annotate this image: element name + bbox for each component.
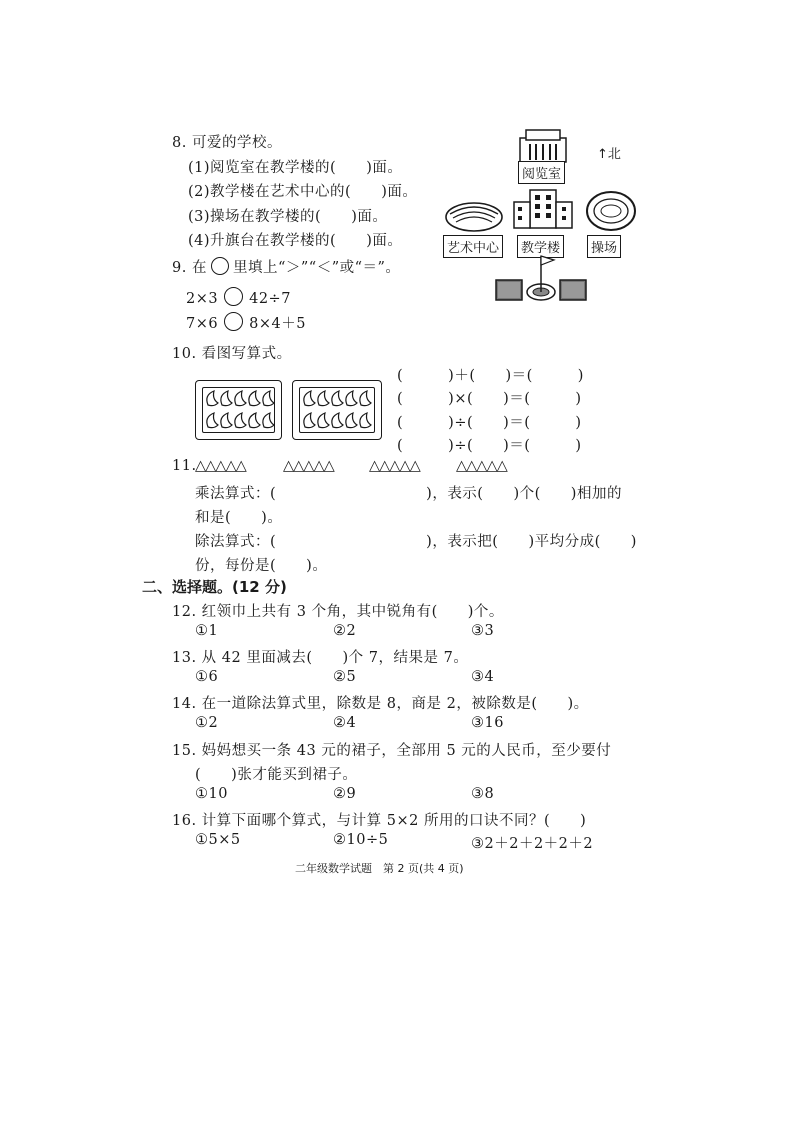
q8-item-3: (3)操场在教学楼的( )面。 [188, 209, 388, 225]
triangle-group-4: △△△△△ [456, 458, 507, 474]
q10-formula-3: ( )÷( )＝( ) [397, 415, 582, 431]
q8-title: 8. 可爱的学校。 [172, 135, 282, 151]
north-indicator: ↑北 [597, 147, 621, 162]
flag-platform-icon [494, 252, 590, 304]
q15-option-1[interactable]: ①10 [195, 786, 228, 802]
pepper-plate-2 [292, 380, 382, 440]
q14-option-1[interactable]: ①2 [195, 715, 219, 731]
answer-circle-2[interactable] [224, 312, 243, 331]
q10-formula-1: ( )＋( )＝( ) [397, 368, 584, 384]
pepper-icon-group [299, 387, 375, 433]
q8-item-2: (2)教学楼在艺术中心的( )面。 [188, 184, 418, 200]
q13-option-3[interactable]: ③4 [471, 669, 495, 685]
blank-circle-icon [211, 257, 229, 275]
q9-row-1-left: 2×3 [186, 291, 219, 307]
q16-option-2[interactable]: ②10÷5 [333, 832, 389, 848]
playground-icon [584, 188, 638, 234]
q12-option-2[interactable]: ②2 [333, 623, 357, 639]
art-center-icon [444, 200, 504, 234]
q13-text: 13. 从 42 里面减去( )个 7，结果是 7。 [172, 650, 469, 666]
q11-line-2: 和是( )。 [195, 510, 283, 526]
q8-item-1: (1)阅览室在教学楼的( )面。 [188, 160, 403, 176]
answer-circle-1[interactable] [224, 287, 243, 306]
teaching-building-icon [510, 188, 576, 230]
q14-option-3[interactable]: ③16 [471, 715, 504, 731]
q10-formula-2: ( )×( )＝( ) [397, 391, 582, 407]
q16-option-1[interactable]: ①5×5 [195, 832, 241, 848]
pepper-plate-1 [195, 380, 282, 440]
q11-line-3: 除法算式：( )，表示把( )平均分成( ) [195, 534, 637, 550]
teaching-building-label: 教学楼 [517, 235, 564, 258]
section-2-title: 二、选择题。(12 分) [142, 578, 287, 596]
q9-row-1 [186, 287, 291, 307]
triangle-group-2: △△△△△ [283, 458, 334, 474]
q13-option-1[interactable]: ①6 [195, 669, 219, 685]
q9-row-2-left: 7×6 [186, 316, 219, 332]
q9-row-2-right: 8×4＋5 [249, 316, 306, 332]
q15-option-3[interactable]: ③8 [471, 786, 495, 802]
pepper-icon-group [202, 387, 275, 433]
art-center-label: 艺术中心 [443, 235, 503, 258]
q12-option-3[interactable]: ③3 [471, 623, 495, 639]
q9-title-prefix: 9. 在 [172, 260, 207, 276]
q14-text: 14. 在一道除法算式里，除数是 8，商是 2，被除数是( )。 [172, 696, 589, 712]
q15-option-2[interactable]: ②9 [333, 786, 357, 802]
school-map [440, 124, 640, 309]
q12-text: 12. 红领巾上共有 3 个角，其中锐角有( )个。 [172, 604, 504, 620]
q13-option-2[interactable]: ②5 [333, 669, 357, 685]
playground-label: 操场 [587, 235, 621, 258]
q9-title-rest: 里填上“＞”“＜”或“＝”。 [232, 260, 401, 276]
q9-row-1-right: 42÷7 [249, 291, 291, 307]
triangle-group-1: △△△△△ [195, 458, 246, 474]
q10-title: 10. 看图写算式。 [172, 346, 292, 362]
q15-text: 15. 妈妈想买一条 43 元的裙子，全部用 5 元的人民币，至少要付 [172, 743, 612, 759]
q11-title: 11. [172, 458, 197, 474]
q9-row-2 [186, 312, 306, 333]
reading-room-icon [518, 128, 568, 164]
q12-option-1[interactable]: ①1 [195, 623, 219, 639]
q10-formula-4: ( )÷( )＝( ) [397, 438, 582, 454]
q16-option-3[interactable]: ③2＋2＋2＋2＋2 [471, 836, 594, 852]
q9-title [172, 256, 400, 277]
triangle-group-3: △△△△△ [369, 458, 420, 474]
q11-line-4: 份，每份是( )。 [195, 558, 328, 574]
q11-line-1: 乘法算式：( )，表示( )个( )相加的 [195, 486, 622, 502]
q15-text-cont: ( )张才能买到裙子。 [195, 767, 358, 783]
q16-text: 16. 计算下面哪个算式，与计算 5×2 所用的口诀不同？( ) [172, 813, 587, 829]
q8-item-4: (4)升旗台在教学楼的( )面。 [188, 233, 403, 249]
reading-room-label: 阅览室 [518, 161, 565, 184]
q14-option-2[interactable]: ②4 [333, 715, 357, 731]
page-footer: 二年级数学试题 第 2 页(共 4 页) [295, 862, 464, 875]
